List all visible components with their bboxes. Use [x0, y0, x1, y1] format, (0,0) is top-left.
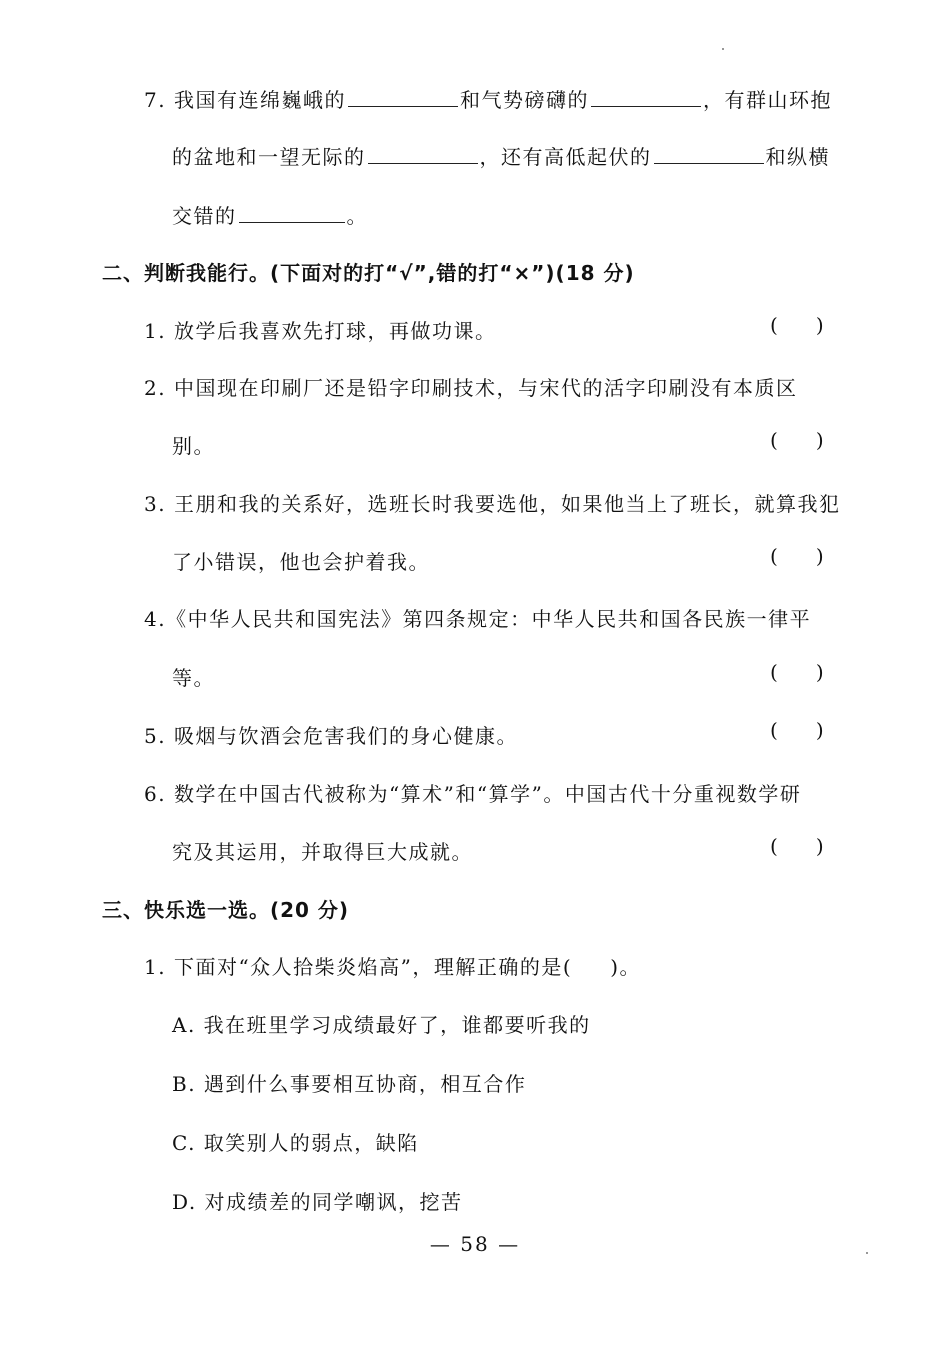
mc-option-a[interactable]: A. 我在班里学习成绩最好了，谁都要听我的 [172, 1013, 591, 1037]
answer-blank[interactable] [591, 86, 701, 107]
mc-option-c[interactable]: C. 取笑别人的弱点，缺陷 [172, 1131, 419, 1155]
tf-item-4: 4.《中华人民共和国宪法》第四条规定：中华人民共和国各民族一律平 [144, 607, 812, 631]
q7-line-1 [144, 86, 832, 114]
answer-blank[interactable] [348, 86, 458, 107]
tf-item-2-cont: 别。 [172, 434, 215, 458]
tf-item-6-cont: 究及其运用，并取得巨大成就。 [172, 840, 473, 864]
tf-item-3: 3. 王朋和我的关系好，选班长时我要选他，如果他当上了班长，就算我犯 [144, 492, 841, 516]
mc-stem: 1. 下面对“众人拾柴炎焰高”，理解正确的是( [144, 955, 573, 979]
section-2-heading: 二、判断我能行。(下面对的打“√”,错的打“×”)(18 分) [102, 261, 635, 285]
mc-question-1 [144, 953, 641, 981]
q7-line-2 [172, 143, 830, 171]
scan-speck [722, 48, 724, 50]
answer-blank[interactable] [654, 143, 764, 164]
tf-item-4-cont: 等。 [172, 666, 215, 690]
q7-text: 。 [346, 204, 368, 228]
q7-text: 和气势磅礴的 [459, 88, 589, 112]
q7-text: ，有群山环抱 [702, 88, 832, 112]
mc-option-d[interactable]: D. 对成绩差的同学嘲讽，挖苦 [172, 1190, 463, 1214]
q7-text: 和纵横 [765, 145, 830, 169]
q7-line-3 [172, 202, 368, 230]
q7-text: ，还有高低起伏的 [479, 145, 652, 169]
q7-text: 交错的 [172, 204, 237, 228]
mc-option-b[interactable]: B. 遇到什么事要相互协商，相互合作 [172, 1072, 527, 1096]
answer-parens[interactable]: ( ) [770, 313, 824, 337]
answer-blank[interactable] [368, 143, 478, 164]
answer-parens[interactable]: ( ) [770, 718, 824, 742]
answer-blank[interactable] [239, 202, 345, 223]
page-number: — 58 — [429, 1232, 521, 1256]
tf-item-3-cont: 了小错误，他也会护着我。 [172, 550, 430, 574]
mc-stem-end: )。 [610, 955, 642, 979]
scan-speck [866, 1252, 868, 1254]
tf-item-2: 2. 中国现在印刷厂还是铅字印刷技术，与宋代的活字印刷没有本质区 [144, 376, 798, 400]
answer-parens[interactable]: ( ) [770, 428, 824, 452]
answer-parens[interactable]: ( ) [770, 544, 824, 568]
answer-parens[interactable]: ( ) [770, 834, 824, 858]
tf-item-1: 1. 放学后我喜欢先打球，再做功课。 [144, 319, 497, 343]
tf-item-5: 5. 吸烟与饮酒会危害我们的身心健康。 [144, 724, 518, 748]
tf-item-6: 6. 数学在中国古代被称为“算术”和“算学”。中国古代十分重视数学研 [144, 782, 802, 806]
section-3-heading: 三、快乐选一选。(20 分) [102, 898, 350, 922]
q7-text: 7. 我国有连绵巍峨的 [144, 88, 346, 112]
q7-text: 的盆地和一望无际的 [172, 145, 366, 169]
answer-parens[interactable]: ( ) [770, 660, 824, 684]
